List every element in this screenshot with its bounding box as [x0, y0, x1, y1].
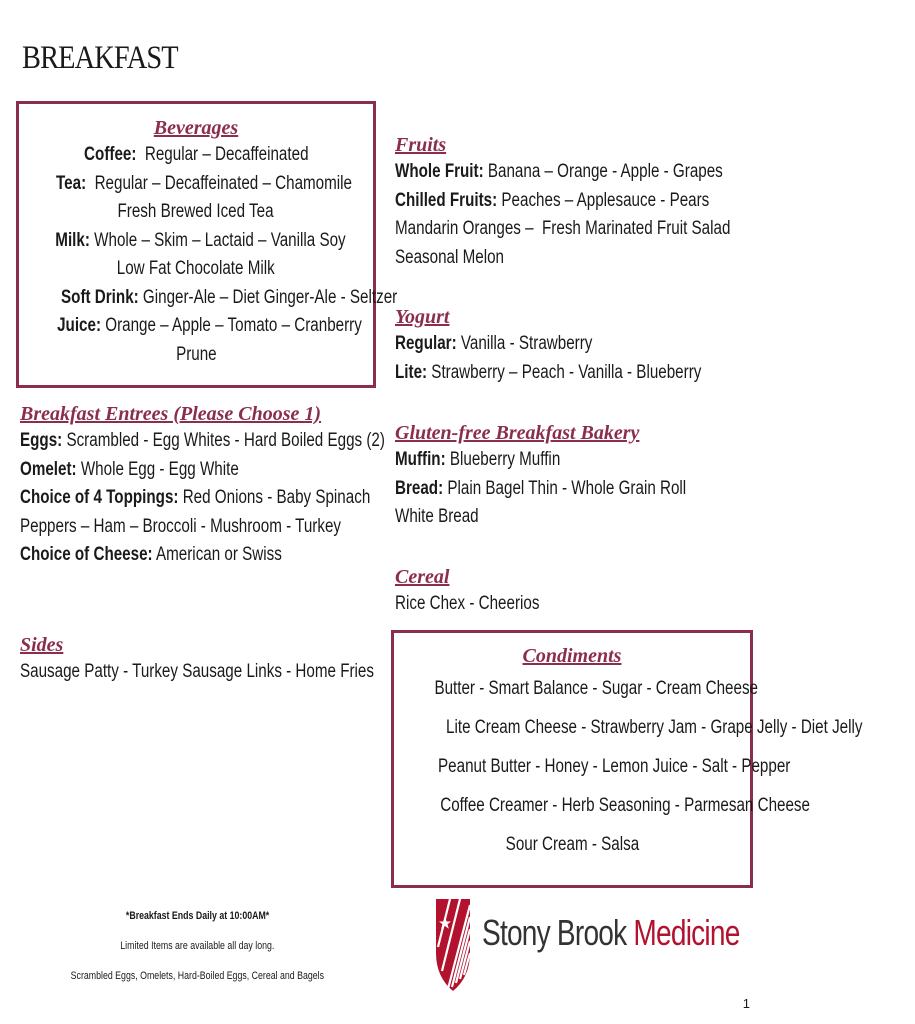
beverages-line [19, 312, 373, 341]
entrees-line-text [20, 484, 370, 513]
condiments-line [394, 786, 810, 825]
yogurt-line [395, 330, 778, 359]
fruits-line-value: Peaches – Applesauce - Pears [497, 189, 710, 211]
yogurt-line [395, 359, 778, 388]
yogurt-line-label: Regular: [395, 333, 457, 354]
bakery-line-text [395, 475, 686, 504]
bakery-line-text [395, 503, 479, 532]
entrees-line-value: Scrambled - Egg Whites - Hard Boiled Eggs (2) [62, 430, 385, 451]
fruits-line-label: Chilled Fruits: [395, 189, 498, 211]
condiments-line-text [505, 825, 638, 864]
page-number: 1 [742, 996, 750, 1011]
beverages-line-value: Ginger-Ale – Diet Ginger-Ale - Seltzer [138, 286, 398, 308]
yogurt-list [395, 330, 778, 387]
beverages-line-text [56, 170, 352, 199]
beverages-line-label: Coffee: [83, 144, 137, 165]
beverages-line-value: Low Fat Chocolate Milk [117, 258, 275, 279]
beverages-line [19, 141, 373, 170]
beverages-line-label: Soft Drink: [61, 286, 139, 308]
fruits-line-value: Seasonal Melon [395, 246, 505, 268]
condiments-line-text [438, 747, 790, 786]
fruits-line-text [395, 244, 504, 273]
beverages-line-text [84, 141, 308, 170]
bakery-heading: Gluten-free Breakfast Bakery [395, 422, 640, 444]
beverages-line-text [117, 255, 275, 284]
entrees-line-text [20, 541, 282, 570]
condiments-line-value: Peanut Butter - Honey - Lemon Juice - Salt - Pepper [438, 756, 791, 777]
fruits-line-value: Mandarin Oranges – Fresh Marinated Fruit Salad [395, 218, 731, 239]
entrees-line-label: Choice of Cheese: [20, 544, 153, 565]
beverages-list [19, 141, 398, 369]
breakfast-ends-note [20, 910, 375, 922]
fruits-line-text [395, 215, 730, 244]
bakery-list [395, 446, 759, 532]
yogurt-heading: Yogurt [395, 306, 450, 328]
page-title: BREAKFAST [22, 40, 178, 76]
condiments-line-text [440, 786, 810, 825]
all-day-items-text: Scrambled Eggs, Omelets, Hard-Boiled Eggs, Cereal and Bagels [70, 970, 325, 982]
yogurt-line-value: Strawberry – Peach - Vanilla - Blueberry [427, 361, 702, 383]
beverages-line-text [118, 198, 274, 227]
condiments-line-value: Lite Cream Cheese - Strawberry Jam - Grape Jelly - Diet Jelly [446, 717, 863, 738]
cereal-line [395, 590, 576, 619]
entrees-line-label: Omelet: [20, 458, 77, 480]
fruits-line-text [395, 187, 709, 216]
sides-heading: Sides [20, 634, 64, 656]
entrees-line-value: Peppers – Ham – Broccoli - Mushroom - Turkey [20, 515, 341, 537]
beverages-line-value: Fresh Brewed Iced Tea [117, 201, 275, 222]
condiments-line [394, 825, 750, 864]
beverages-line [19, 170, 373, 199]
beverages-line [19, 255, 373, 284]
fruits-section [395, 132, 814, 272]
fruits-line [395, 215, 814, 244]
entrees-line-text [20, 427, 385, 456]
yogurt-line-text [395, 359, 701, 388]
bakery-line-value: Plain Bagel Thin - Whole Grain Roll [443, 477, 687, 499]
condiments-line [394, 747, 791, 786]
breakfast-ends-text: *Breakfast Ends Daily at 10:00AM* [125, 910, 270, 922]
beverages-line [19, 341, 373, 370]
entrees-line-value: Whole Egg - Egg White [76, 458, 239, 480]
condiments-line [394, 708, 863, 747]
fruits-heading: Fruits [395, 134, 447, 156]
fruits-line-value: Banana – Orange - Apple - Grapes [483, 161, 723, 182]
logo-wordmark [482, 912, 740, 954]
entrees-line-label: Choice of 4 Toppings: [20, 487, 179, 508]
condiments-line-text [446, 708, 862, 747]
bakery-line [395, 446, 759, 475]
fruits-line-label: Whole Fruit: [395, 161, 484, 182]
cereal-heading: Cereal [395, 566, 450, 588]
condiments-line-value: Butter - Smart Balance - Sugar - Cream Cheese [434, 678, 758, 699]
fruits-line [395, 158, 814, 187]
yogurt-section [395, 304, 778, 387]
all-day-items-note [20, 970, 375, 982]
condiments-line [394, 669, 758, 708]
sides-line-text [20, 658, 374, 687]
yogurt-line-text [395, 330, 592, 359]
sides-line-value: Sausage Patty - Turkey Sausage Links - Home Fries [20, 661, 374, 682]
entrees-line-value: American or Swiss [152, 544, 282, 565]
yogurt-line-value: Vanilla - Strawberry [456, 333, 593, 354]
bakery-line-label: Muffin: [395, 449, 446, 470]
beverages-line-text [55, 227, 345, 256]
beverages-box [16, 101, 398, 388]
condiments-line-text [434, 669, 758, 708]
beverages-line-label: Milk: [55, 229, 90, 251]
beverages-line [19, 227, 373, 256]
beverages-line-text [61, 284, 397, 313]
entrees-line-value: Red Onions - Baby Spinach [178, 487, 371, 508]
stony-brook-logo-icon [430, 895, 476, 993]
bakery-line-value: Blueberry Muffin [445, 449, 561, 470]
bakery-line [395, 503, 759, 532]
beverages-heading: Beverages [153, 117, 239, 139]
beverages-line-label: Juice: [57, 315, 102, 336]
condiments-list [394, 669, 863, 864]
logo-word-stony-brook: Stony Brook [482, 912, 627, 953]
bakery-line [395, 475, 759, 504]
beverages-line-value: Prune [175, 343, 217, 365]
entrees-line-label: Eggs: [20, 430, 63, 451]
beverages-line-label: Tea: [56, 172, 87, 194]
beverages-line-text [57, 312, 362, 341]
beverages-line [19, 198, 373, 227]
limited-items-note [20, 940, 375, 952]
condiments-heading: Condiments [522, 645, 622, 667]
condiments-line-value: Coffee Creamer - Herb Seasoning - Parmesan Cheese [440, 795, 810, 816]
fruits-list [395, 158, 814, 272]
entrees-heading: Breakfast Entrees (Please Choose 1) [20, 403, 322, 425]
entrees-line-text [20, 456, 239, 485]
beverages-line-value: Regular – Decaffeinated [136, 144, 309, 165]
beverages-line-value: Whole – Skim – Lactaid – Vanilla Soy [89, 229, 346, 251]
beverages-line-value: Regular – Decaffeinated – Chamomile [86, 172, 353, 194]
cereal-section [395, 564, 576, 619]
bakery-line-text [395, 446, 560, 475]
condiments-box [391, 630, 863, 888]
cereal-line-value: Rice Chex - Cheerios [395, 593, 540, 614]
entrees-line-text [20, 513, 341, 542]
beverages-line-value: Orange – Apple – Tomato – Cranberry [101, 315, 362, 336]
beverages-line-text [176, 341, 217, 370]
bakery-line-label: Bread: [395, 477, 444, 499]
fruits-line-text [395, 158, 723, 187]
bakery-section [395, 420, 759, 532]
logo-word-medicine: Medicine [633, 912, 740, 953]
fruits-line [395, 187, 814, 216]
fruits-line [395, 244, 814, 273]
yogurt-line-label: Lite: [395, 361, 428, 383]
cereal-line-text [395, 590, 539, 619]
condiments-line-value: Sour Cream - Salsa [505, 834, 639, 855]
beverages-line [19, 284, 398, 313]
limited-items-text: Limited Items are available all day long. [120, 940, 275, 952]
cereal-list [395, 590, 576, 619]
bakery-line-value: White Bread [395, 506, 479, 527]
